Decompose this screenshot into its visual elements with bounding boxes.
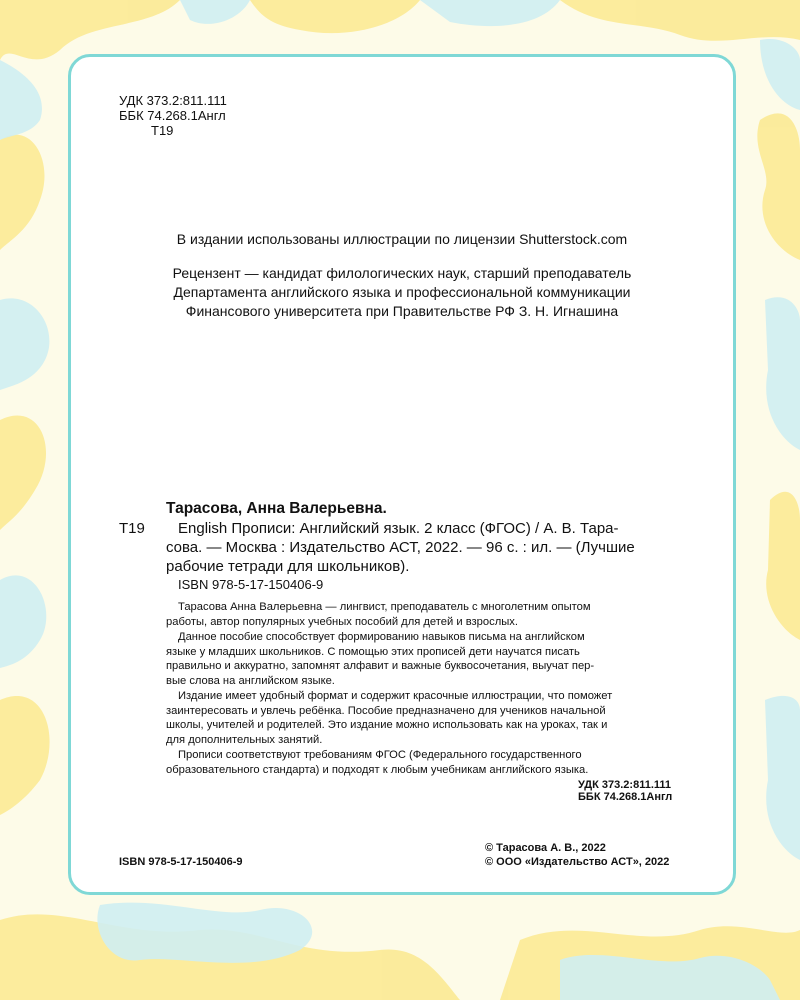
imprint-card	[68, 54, 736, 895]
udk-code: УДК 373.2:811.111	[119, 93, 227, 108]
description-line: работы, автор популярных учебных пособий для детей и взрослых.	[166, 615, 518, 628]
bottom-isbn: ISBN 978-5-17-150406-9	[119, 856, 243, 868]
description-line: Тарасова Анна Валерьевна — лингвист, преподаватель с многолетним опытом	[178, 601, 591, 613]
bbk-code: ББК 74.268.1Англ	[119, 108, 226, 123]
description-line: языке у младших школьников. С помощью этих прописей дети научатся писать	[166, 645, 580, 658]
bib-line: рабочие тетради для школьников).	[166, 558, 410, 575]
description-line: Прописи соответствуют требованиям ФГОС (Федерального государственного	[178, 749, 582, 761]
reviewer-line: Финансового университета при Правительстве РФ З. Н. Игнашина	[185, 303, 619, 319]
reviewer-line: Департамента английского языка и профессиональной коммуникации	[173, 284, 631, 300]
bib-mark: Т19	[119, 520, 145, 537]
description-line: Издание имеет удобный формат и содержит красочные иллюстрации, что поможет	[178, 690, 613, 702]
bib-line: сова. — Москва : Издательство АСТ, 2022. — 96 с. : ил. — (Лучшие	[166, 539, 635, 556]
description-line: для дополнительных занятий.	[166, 733, 323, 746]
description-line: школы, учителей и родителей. Это издание можно использовать как на уроках, так и	[166, 719, 608, 732]
bib-line: English Прописи: Английский язык. 2 класс (ФГОС) / А. В. Тара-	[178, 520, 619, 537]
description-line: заинтересовать и увлечь ребёнка. Пособие предназначено для учеников начальной	[166, 704, 606, 717]
bib-isbn: ISBN 978-5-17-150406-9	[178, 577, 324, 592]
copyright-author: © Тарасова А. В., 2022	[485, 842, 606, 854]
copyright-publisher: © ООО «Издательство АСТ», 2022	[485, 856, 670, 868]
footer-udk: УДК 373.2:811.111	[578, 779, 672, 791]
illustrations-note: В издании использованы иллюстрации по лицензии Shutterstock.com	[176, 231, 628, 247]
description-line: правильно и аккуратно, запомнят алфавит и важные буквосочетания, выучат пер-	[166, 660, 595, 673]
footer-bbk: ББК 74.268.1Англ	[578, 791, 673, 803]
author-mark: Т19	[151, 123, 174, 138]
bib-author: Тарасова, Анна Валерьевна.	[166, 500, 387, 517]
description-line: Данное пособие способствует формированию навыков письма на английском	[178, 631, 585, 643]
description-line: вые слова на английском языке.	[166, 674, 335, 687]
description-line: образовательного стандарта) и подходят к любым учебникам английского языка.	[166, 763, 589, 776]
reviewer-line: Рецензент — кандидат филологических наук, старший преподаватель	[172, 265, 632, 281]
